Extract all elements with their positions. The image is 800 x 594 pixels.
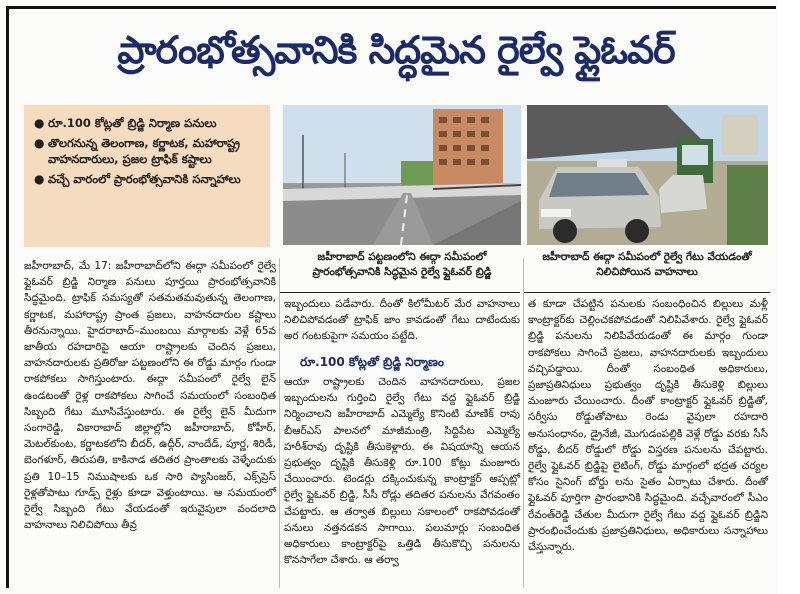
left-border (6, 6, 9, 588)
headline: ప్రారంభోత్సవానికి సిద్ధమైన రైల్వే ఫ్లైఓవర్ (117, 28, 675, 72)
bullet-icon: ● (34, 116, 45, 130)
caption-divider (280, 292, 520, 293)
traffic-photo (527, 105, 768, 245)
highlights-box (24, 105, 270, 247)
top-border (6, 6, 776, 9)
highlight-item: ● తొలగనున్న తెలంగాణ, కర్ణాటక, మహారాష్ట్ర వాహనదారులు, ప్రజల ట్రాఫిక్ కష్టాలు (34, 136, 240, 166)
article-paragraph: ఇబ్బందులు పడేవారు. దీంతో కిలోమీటర్ మేర వాహనాలు నిలిచిపోవడంతో ట్రాఫిక్ జాం కావడంతో గేటు దాటేందుకు అర గంటకుపైగా సమయం పట్టేది. (284, 298, 520, 343)
column-divider (523, 258, 524, 588)
flyover-photo (283, 105, 521, 245)
bullet-icon: ● (34, 136, 45, 150)
article-column-2-intro (284, 296, 520, 345)
article-paragraph: ఆయా రాష్ట్రాలకు చెందిన వాహనదారులు, ప్రజల ఇబ్బందులను గుర్తించి రైల్వే గేటు వద్ద ఫ్లైఓవర్ బ్రిడ్జి నిర్మించాలని జహీరాబాద్ ఎమ్మెల్యే కొనింటి మాణిక్ రావు బీఆర్ఎస్ పాలనలో మాజీమంత్రి, సిద్దిపేట ఎమ్మెల్యే హరీశ్‌రావు దృష్టికి తీసుకెళ్లారు. ఈ విషయాన్ని ఆయన ప్రభుత్వం దృష్టికి తీసుకెళ్లి రూ.100 కోట్లు మంజూరు చేయించారు. టెండర్లు దక్కించుకున్న కాంట్రాక్టర్ అప్పట్లో రైల్వే ఫ్లైఓవర్ బ్రిడ్జి, సీసీ రోడ్లు తదితర పనులను వేగవంతం చేపట్టారు. ఆ తర్వాత బిల్లులు సకాలంలో రాకపోవడంతో పనులు నత్తనడకన సాగాయి. పలుమార్లు సంబంధిత అధికారులు కాంట్రాక్టర్‌పై ఒత్తిడి తీసుకొచ్చి పనులను కొనసాగేలా చేశారు. ఆ తర్వా (284, 376, 520, 567)
article-column-1 (24, 258, 276, 533)
column-divider (279, 258, 280, 588)
traffic-photo-illustration (527, 105, 768, 245)
article-paragraph: త కూడా చేపట్టిన పనులకు సంబంధించిన బిల్లులు మళ్లీ కాంట్రాక్టర్‌కు చెల్లించకపోవడంతో నిలిపివేశారు. రైల్వే ఫ్లైఓవర్ బ్రిడ్జి పనులను నిలిపివేయడంతో ఈ మార్గం గుండా రాకపోకలు సాగించే ప్రజలు, వాహనదారులకు ఇబ్బందులు వచ్చిపడ్డాయి. దీంతో సంబంధిత అధికారులు, ప్రజాప్రతినిధులు ప్రభుత్వం దృష్టికి తీసుకెళ్లి బిల్లులు మంజూరు చేయించారు. దీంతో కాంట్రాక్టర్ ఫ్లైఓవర్ బ్రిడ్జితో, సర్వీసు రోడ్డుతోపాటు రెండు వైపులా రహదారి అనుసంధానం, డ్రైనేజీ, మొగుడంపల్లికి వెళ్లే రోడ్డు వరకు సీసీ రోడ్డు, బీదర్ రోడ్డులో రోడ్డు విస్తరణ పనులను చేపట్టారు. రైల్వే ఫ్లైఓవర్ బ్రిడ్జిపై లైటింగ్, రోడ్డు మార్గంలో భద్రత చర్యల కోసం సైనింగ్ బోర్డు లను సైతం ఏర్పాటు చేశారు. దీంతో ఫ్లైఓవర్ పూర్తిగా ప్రారంభానికి సిద్ధమైంది. వచ్చేవారంలో సీఎం రేవంత్‌రెడ్డి చేతుల మీదుగా రైల్వే గేటు వద్ద ఫ్లైఓవర్ బ్రిడ్జిని ప్రారంభించేందుకు ప్రజాప్రతినిధులు, అధికారులు సన్నాహాలు చేస్తున్నారు. (528, 298, 768, 554)
bullet-icon: ● (34, 172, 45, 186)
flyover-photo-illustration (283, 105, 521, 245)
page-margin (778, 0, 800, 594)
article-paragraph: జహీరాబాద్, మే 17: జహీరాబాద్‌లోని ఈద్గా సమీపంలో రైల్వే ఫ్లైఓవర్ బ్రిడ్జి నిర్మాణ పనులు పూర్తయి ప్రారంభోత్సవానికి సిద్ధమైంది. ట్రాఫిక్ సమస్యతో సతమతమవుతున్న తెలంగాణ, కర్ణాటక, మహారాష్ట్ర ప్రాంత ప్రజలు, వాహనదారుల కష్టాలు తీరనున్నాయి. హైదరాబాద్–ముంబయి మార్గాలకు వెళ్లే 65వ జాతీయ రహదారిపై ఆయా రాష్ట్రాలకు చెందిన ప్రజలు, వాహనదారులకు ప్రతిరోజు పట్టణంలోని ఈ రోడ్డు మార్గం గుండా రాకపోకలు సాగిస్తుంటారు. ఈద్గా సమీపంలో రైల్వే లైన్ ఉండటంతో రైళ్ల రాకపోకలు సాగించే సమయంలో సంబంధిత సిబ్బంది గేటు మూసివేస్తుంటారు. ఈ రైల్వే లైన్ మీదుగా సంగారెడ్డి, వికారాబాద్ జిల్లాల్లోని జహీరాబాద్, కోహీర్, మెటల్‌కుంట, కర్ణాటకలోని బీదర్, ఉద్గీర్, నాందేడ్, పూర్ణ, శిరిడీ, బెంగళూర్, తిరుపతి, కాకినాడ తదితర ప్రాంతాలకు వెళ్ళేందుకు ప్రతి 10–15 నిముషాలకు ఒక సారి ప్యాసింజర్, ఎక్స్‌ప్రెస్ రైళ్లతోపాటు గూడ్స్ రైళ్లు కూడా వెళ్తుంటాయి. ఆ సమయంలో రైల్వే సిబ్బంది గేటు వేయడంతో ఇరువైపులా వందలాది వాహనాలు నిలిచిపోయి తీవ్ర (24, 260, 276, 532)
photo-caption: జహీరాబాద్ ఈద్గా సమీపంలో రైల్వే గేటు వేయడంతో నిలిచిపోయిన వాహనాలు (542, 251, 752, 278)
caption-divider (524, 292, 770, 293)
highlight-item: ● రూ.100 కోట్లతో బ్రిడ్జి నిర్మాణ పనులు (34, 116, 217, 130)
highlight-item: ● వచ్చే వారంలో ప్రారంభోత్సవానికి సన్నాహాలు (34, 172, 241, 186)
article-column-3 (528, 296, 768, 555)
section-subheading: రూ.100 కోట్లతో బ్రిడ్జి నిర్మాణం (300, 355, 444, 369)
photo-caption: జహీరాబాద్ పట్టణంలోని ఈద్గా సమీపంలో ప్రారంభోత్సవానికి సిద్ధమైన రైల్వే ఫ్లైఓవర్ బ్రిడ్జి (312, 251, 492, 278)
article-column-2 (284, 374, 520, 568)
